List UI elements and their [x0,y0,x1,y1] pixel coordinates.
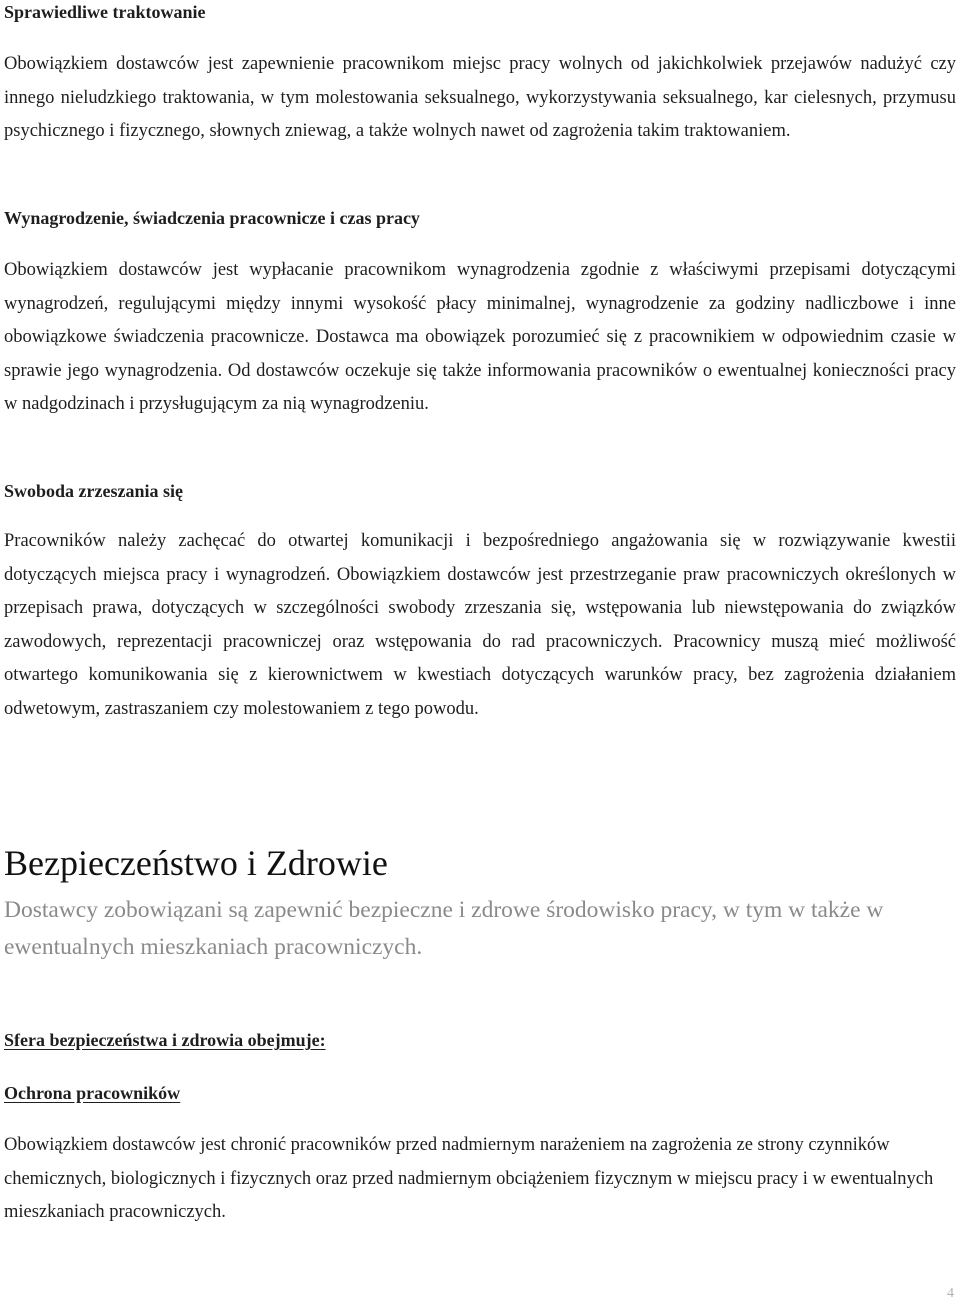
heading-association: Swoboda zrzeszania się [4,481,183,501]
title-health-safety: Bezpieczeństwo i Zdrowie [4,843,388,883]
heading-fair-treatment: Sprawiedliwe traktowanie [4,2,206,22]
heading-wages: Wynagrodzenie, świadczenia pracownicze i czas pracy [4,208,420,228]
paragraph-wages: Obowiązkiem dostawców jest wypłacanie pracownikom wynagrodzenia zgodnie z właściwymi przepisami dotyczącymi wynagrodzeń, regulującymi między innymi wysokość płacy minimalnej, wynagrodzenie za godziny nadliczbowe i inne obowiązkowe świadczenia pracownicze. Dostawca ma obowiązek porozumieć się z pracownikiem w odpowiednim czasie w sprawie jego wynagrodzenia. Od dostawców oczekuje się także informowania pracowników o ewentualnej konieczności pracy w nadgodzinach i przysługującym za nią wynagrodzeniu. [4,260,956,414]
page-number: 4 [947,1286,954,1301]
paragraph-fair-treatment: Obowiązkiem dostawców jest zapewnienie pracownikom miejsc pracy wolnych od jakichkolwiek przejawów nadużyć czy innego nieludzkiego traktowania, w tym molestowania seksualnego, wykorzystywania seksualnego, kar cielesnych, przymusu psychicznego i fizycznego, słownych zniewag, a także wolnych nawet od zagrożenia takim traktowaniem. [4,54,956,141]
paragraph-association: Pracowników należy zachęcać do otwartej komunikacji i bezpośredniego angażowania się w rozwiązywanie kwestii dotyczących miejsca pracy i wynagrodzeń. Obowiązkiem dostawców jest przestrzeganie praw pracowniczych określonych w przepisach prawa, dotyczących w szczególności swobody zrzeszania się, wstępowania lub niewstępowania do związków zawodowych, reprezentacji pracowniczej oraz wstępowania do rad pracowniczych. Pracownicy muszą mieć możliwość otwartego komunikowania się z kierownictwem w kwestiach dotyczących warunków pracy, bez zagrożenia działaniem odwetowym, zastraszaniem czy molestowaniem z tego powodu. [4,531,956,719]
heading-scope: Sfera bezpieczeństwa i zdrowia obejmuje: [4,1030,326,1050]
heading-protection: Ochrona pracowników [4,1083,181,1103]
subtitle-health-safety: Dostawcy zobowiązani są zapewnić bezpieczne i zdrowe środowisko pracy, w tym w także w ewentualnych mieszkaniach pracowniczych. [4,897,884,960]
paragraph-protection: Obowiązkiem dostawców jest chronić pracowników przed nadmiernym narażeniem na zagrożenia ze strony czynników chemicznych, biologicznych i fizycznych oraz przed nadmiernym obciążeniem fizycznym w miejscu pracy i w ewentualnych mieszkaniach pracowniczych. [4,1135,934,1222]
